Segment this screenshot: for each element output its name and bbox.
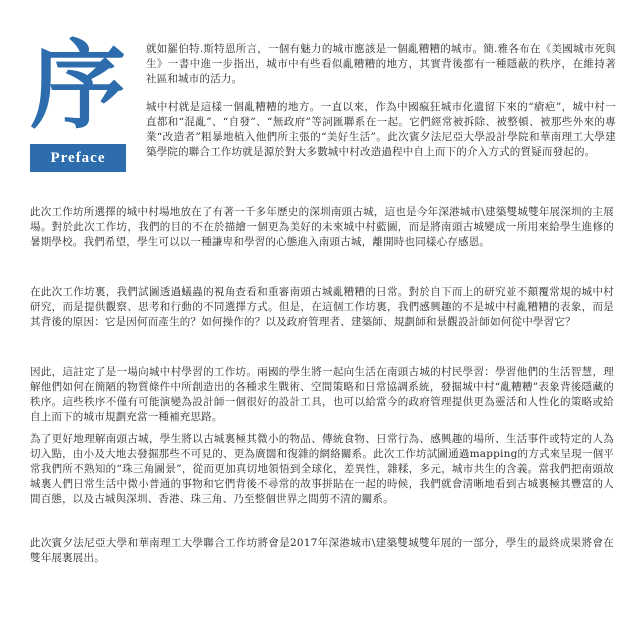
perspective-paragraph: 在此次工作坊裏，我們試圖透過蟻蟲的視角查看和重審南頭古城亂糟糟的日常。對於自下而上的研究並不顛覆常規的城中村研究，而是提供觀察、思考和行動的不同選擇方式。但是，在這個工作坊裏，我們感興趣的不是城中村亂糟糟的表象，而是其背後的原因：它是因何而產生的？如何操作的？以及政府管理者、建築師、規劃師和景觀設計師如何從中學習它？ <box>30 286 614 328</box>
urban-village-paragraph: 城中村就是這樣一個亂糟糟的地方。一直以來，作為中國瘋狂城市化遺留下來的“瘡疤”，城中村一直都和“混亂”、“自發”、“無政府”等詞匯聯系在一起。它們經常被拆除、被整頓、被那些外來的專業“改造者”粗暴地植入他們所主張的“美好生活”。此次賓夕法尼亞大學設計學院和華南理工大學建築學院的聯合工作坊就是源於對大多數城中村改造過程中自上而下的介入方式的質疑而發起的。 <box>146 101 616 158</box>
preface-title-char: 序 <box>30 29 126 142</box>
biennale-paragraph: 此次賓夕法尼亞大學和華南理工大學聯合工作坊將會是2017年深港城市\建築雙城雙年展的一部分，學生的最終成果將會在雙年展裏展出。 <box>30 537 614 564</box>
site-paragraph: 此次工作坊所選擇的城中村場地放在了有著一千多年歷史的深圳南頭古城，這也是今年深港城市\建築雙城雙年展深圳的主展場。對於此次工作坊，我們的目的不在於描繪一個更為美好的未來城中村藍圖，而是將南頭古城變成一所用來給學生進修的暑期學校。我們希望，學生可以以一種謙卑和學習的心態進入南頭古城，離開時也同樣心存感恩。 <box>30 206 614 248</box>
mapping-paragraph: 為了更好地理解南頭古城，學生將以古城裏極其微小的物品、傳統食物、日常行為、感興趣的場所、生活事件或特定的人為切入點，由小及大地去發掘那些不可見的、更為廣闊和復雜的網絡關系。此次工作坊試圖通過mapping的方式來呈現一個平常我們所不熟知的“珠三角圖景”，從而更加真切地領悟到全球化，差異性，雜糅，多元，城市共生的含義。當我們把南頭故城裏人們日常生活中微小普通的事物和它們背後不尋常的故事拼貼在一起的時候，我們就會清晰地看到古城裏極其豐富的人間百態，以及古城與深圳、香港、珠三角、乃至整個世界之間剪不清的關系。 <box>30 433 614 505</box>
preface-header <box>28 29 128 172</box>
preface-badge: Preface <box>30 144 126 172</box>
intro-paragraph: 就如羅伯特.斯特恩所言，一個有魅力的城市應該是一個亂糟糟的城市。簡.雅各布在《美國城市死與生》一書中進一步指出，城市中有些看似亂糟糟的地方，其實背後都有一種隱蔽的秩序，在維持著社區和城市的活力。 <box>146 43 616 85</box>
learning-paragraph: 因此，這註定了是一場向城中村學習的工作坊。兩國的學生將一起向生活在南頭古城的村民學習：學習他們的生活智慧，理解他們如何在簡陋的物質條件中所創造出的各種求生戰術、空間策略和日常協調系統，發掘城中村“亂糟糟”表象背後隱藏的秩序。這些秩序不僅有可能演變為設計師一個很好的設計工具，也可以給當今的政府管理提供更為靈活和人性化的策略或給自上而下的城市規劃充當一種補充思路。 <box>30 366 614 423</box>
